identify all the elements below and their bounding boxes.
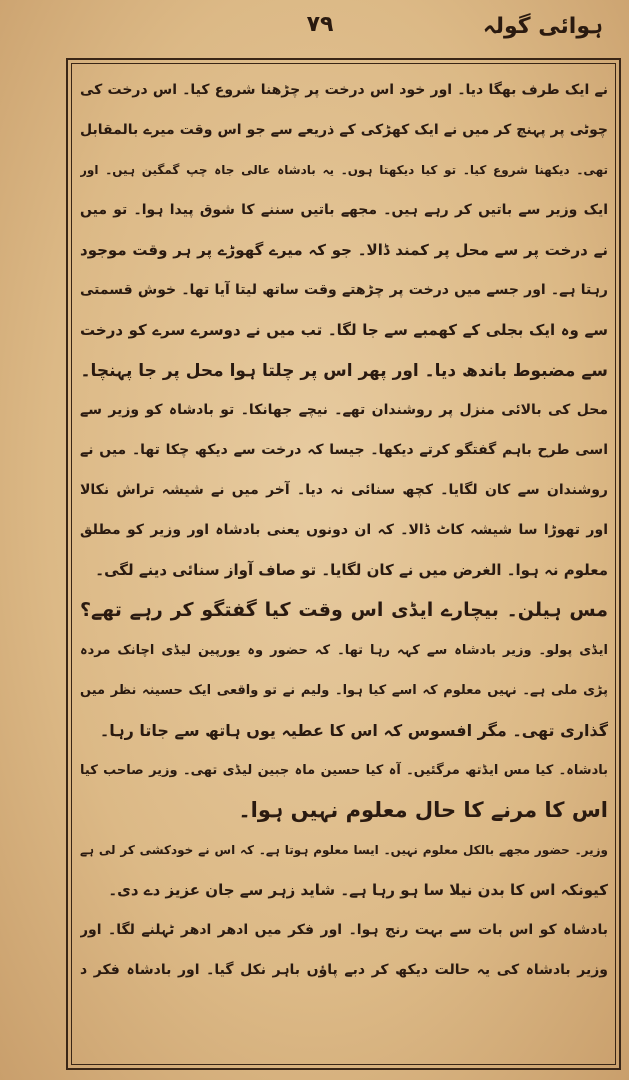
text-line [80,910,608,950]
text-line [80,230,608,270]
text-line [80,630,608,670]
text-line-content: نے درخت پر سے محل پر کمند ڈالا۔ جو کہ میرے گھوڑے پر ہر وقت موجود [80,241,608,259]
text-line [80,590,608,630]
page-header [0,0,629,58]
text-line-content: سے مضبوط باندھ دیا۔ اور پھر اس پر چلتا ہوا محل پر جا پہنچا۔ [80,360,608,381]
text-line [80,550,608,590]
text-line-content: اسی طرح باہم گفتگو کرتے دیکھا۔ جیسا کہ درخت سے دیکھ چکا تھا۔ میں نے [80,442,608,458]
text-line-content: اور تھوڑا سا شیشہ کاٹ ڈالا۔ کہ ان دونوں یعنی بادشاہ اور وزیر کو مطلق [80,522,608,538]
text-line [80,70,608,110]
text-line [80,670,608,710]
text-line-content: محل کی بالائی منزل پر روشندان تھے۔ نیچے جھانکا۔ تو بادشاہ کو وزیر سے [80,402,608,418]
text-line [80,190,608,230]
text-line [80,310,608,350]
text-line-content: گذاری تھی۔ مگر افسوس کہ اس کا عطیہ یوں ہاتھ سے جاتا رہا۔ [99,720,608,740]
text-line [80,470,608,510]
text-line [80,710,608,750]
text-line-content: اس کا مرنے کا حال معلوم نہیں ہوا۔ [238,798,608,822]
text-line-content: نے ایک طرف بھگا دیا۔ اور خود اس درخت پر چڑھنا شروع کیا۔ اس درخت کی [80,82,608,98]
text-line [80,790,608,830]
text-line-content: کیونکہ اس کا بدن نیلا سا ہو رہا ہے۔ شاید زہر سے جان عزیز دے دی۔ [108,881,608,899]
text-line-content: بادشاہ کو اس بات سے بہت رنج ہوا۔ اور فکر میں ادھر ادھر ٹہلنے لگا۔ اور [80,922,608,938]
text-line [80,510,608,550]
text-line-content: رہتا ہے۔ اور جسے میں درخت پر چڑھتے وقت ساتھ لیتا آیا تھا۔ خوش قسمتی [80,282,608,298]
text-line-content: سے وہ ایک بجلی کے کھمبے سے جا لگا۔ تب میں نے دوسرے سرے کو درخت [80,321,608,339]
text-line-content: ایڈی پولو۔ وزیر بادشاہ سے کہہ رہا تھا۔ کہ حضور وہ یورپین لیڈی اچانک مردہ [80,642,608,658]
text-line [80,350,608,390]
text-line [80,110,608,150]
text-line-content: وزیر۔ حضور مجھے بالکل معلوم نہیں۔ ایسا معلوم ہوتا ہے۔ کہ اس نے خودکشی کر لی ہے [80,843,608,857]
text-line-content: تھی۔ دیکھنا شروع کیا۔ تو کیا دیکھتا ہوں۔ یہ بادشاہ عالی جاہ چپ گمگین ہیں۔ اور [80,163,608,177]
text-line [80,950,608,990]
text-line-content: مس ہیلن۔ بیچارے ایڈی اس وقت کیا گفتگو کر رہے تھے؟ [80,599,608,621]
text-line-content: روشندان سے کان لگایا۔ کچھ سنائی نہ دیا۔ آخر میں نے شیشہ تراش نکالا [80,482,608,498]
running-title: ہوائی گولہ [482,14,603,39]
text-line-content: چوٹی پر پہنچ کر میں نے ایک کھڑکی کے ذریعے سے جو اس وقت میرے بالمقابل [80,122,608,138]
text-line [80,870,608,910]
text-line [80,270,608,310]
text-line-content: بادشاہ۔ کیا مس ایڈتھ مرگئیں۔ آہ کیا حسین ماہ جبین لیڈی تھی۔ وزیر صاحب کیا [80,762,608,778]
text-line-content: معلوم نہ ہوا۔ الغرض میں نے کان لگایا۔ تو صاف آواز سنائی دینے لگی۔ [95,561,608,579]
text-line [80,430,608,470]
text-line [80,390,608,430]
page-number: ۷۹ [306,12,334,37]
text-line-content: وزیر بادشاہ کی یہ حالت دیکھ کر دبے پاؤں باہر نکل گیا۔ اور بادشاہ فکر د [80,962,608,978]
text-line [80,150,608,190]
text-line [80,750,608,790]
body-text [80,70,608,1060]
text-line-content: ایک وزیر سے باتیں کر رہے ہیں۔ مجھے باتیں سننے کا شوق پیدا ہوا۔ تو میں [80,202,608,218]
text-line [80,830,608,870]
text-line-content: پڑی ملی ہے۔ نہیں معلوم کہ اسے کیا ہوا۔ ولیم نے تو واقعی ایک حسینہ نظر میں [80,682,608,698]
